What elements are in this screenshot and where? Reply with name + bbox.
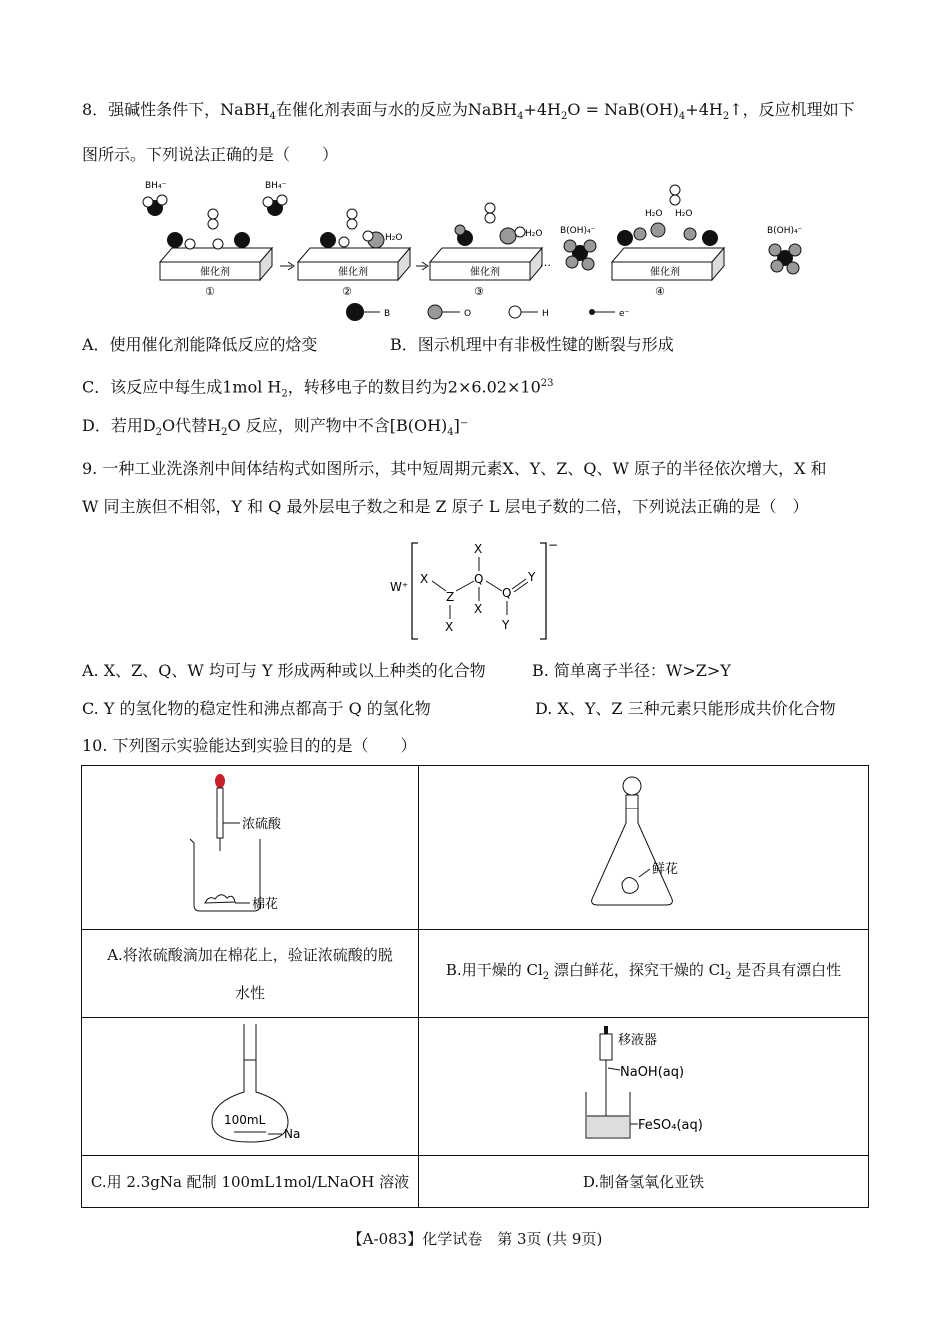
d-label-naoh: NaOH(aq)	[619, 1064, 684, 1080]
h2o-label-2: H₂O	[385, 233, 403, 243]
catalyst-label-3: 催化剂	[470, 267, 500, 278]
b-label-flower: 鲜花	[651, 861, 678, 877]
bh4-label-1: BH₄⁻	[145, 181, 167, 191]
step-2-label: ②	[342, 285, 352, 298]
legend-b: B	[384, 309, 391, 319]
q9-stem-line1: 9. 一种工业洗涤剂中间体结构式如图所示，其中短周期元素X、Y、Z、Q、W 原子的半径依次增大，X 和	[82, 459, 827, 478]
h2o-label-4a: H₂O	[645, 209, 663, 219]
x-label-1: X	[420, 572, 429, 586]
q9-option-b: B. 简单离子半径：W>Z>Y	[532, 661, 731, 680]
cell-d-caption: D.制备氢氧化亚铁	[419, 1156, 869, 1208]
catalyst-label-1: 催化剂	[200, 267, 230, 278]
cell-b-figure	[419, 766, 869, 930]
cell-a-caption: A.将浓硫酸滴加在棉花上，验证浓硫酸的脱 水性	[82, 930, 419, 1018]
boh4-label-left: B(OH)₄⁻	[560, 226, 596, 236]
q8-option-b: B．图示机理中有非极性键的断裂与形成	[390, 335, 674, 354]
q8-stem: 8．强碱性条件下，NaBH$_4$在催化剂表面与水的反应为$NaBH_4+4H_2O$ = $NaB(OH)_4+4H_2↑$，反应机理如下	[82, 100, 855, 123]
cell-c-figure	[82, 1018, 419, 1156]
a-label-cotton: 棉花	[252, 896, 279, 912]
q9-option-d: D. X、Y、Z 三种元素只能形成共价化合物	[535, 699, 836, 718]
step-1-label: ①	[205, 285, 215, 298]
q9-structure	[390, 535, 570, 645]
charge-label: −	[548, 538, 559, 552]
c-label-na: Na	[284, 1126, 301, 1141]
q-label-2: Q	[502, 586, 512, 600]
page-footer: 【A-083】化学试卷 第 3页 (共 9页)	[347, 1230, 603, 1248]
catalyst-label-4: 催化剂	[650, 267, 680, 278]
z-label: Z	[446, 590, 455, 604]
q9-option-c: C. Y 的氢化物的稳定性和沸点都高于 Q 的氢化物	[82, 699, 431, 718]
q-label-1: Q	[474, 572, 484, 586]
cell-a-figure	[82, 766, 419, 930]
c-label-volume: 100mL	[224, 1112, 266, 1127]
d-label-pipette: 移液器	[617, 1032, 657, 1048]
step-3-label: ③	[474, 285, 484, 298]
legend-h: H	[542, 309, 549, 319]
q10-stem: 10. 下列图示实验能达到实验目的的是（ ）	[82, 736, 417, 755]
w-label: W⁺	[390, 580, 409, 594]
q9-stem-line2: W 同主族但不相邻，Y 和 Q 最外层电子数之和是 Z 原子 L 层电子数的二倍，下列说法正确的是（ ）	[82, 497, 809, 516]
legend-e: e⁻	[619, 309, 630, 319]
x-label-3: X	[474, 542, 483, 556]
x-label-4: X	[474, 602, 483, 616]
bh4-label-2: BH₄⁻	[265, 181, 287, 191]
y-label-2: Y	[502, 618, 510, 632]
x-label-2: X	[445, 620, 454, 634]
cell-d-figure	[419, 1018, 869, 1156]
a-label-acid: 浓硫酸	[242, 816, 282, 832]
h2o-label-3: H₂O	[525, 229, 543, 239]
catalyst-label-2: 催化剂	[338, 267, 368, 278]
cell-b-caption: B.用干燥的 $Cl_2$ 漂白鲜花，探究干燥的 $Cl_2$ 是否具有漂白性	[419, 930, 869, 1018]
q8-option-c: C．该反应中每生成1mol $H_2$，转移电子的数目约为$2\times 6.02\times 10^{23}$	[82, 377, 554, 400]
legend-o: O	[464, 309, 472, 319]
cell-c-caption: C.用 2.3gNa 配制 100mL1mol/LNaOH 溶液	[82, 1156, 419, 1208]
ellipsis: …	[540, 256, 551, 269]
step-4-label: ④	[655, 285, 665, 298]
d-label-feso4: FeSO₄(aq)	[637, 1117, 703, 1133]
boh4-label-right: B(OH)₄⁻	[767, 226, 803, 236]
q8-option-d: D．若用$D_2O$代替$H_2O$ 反应，则产物中不含$[B(OH)_4]^-$	[82, 416, 469, 439]
q8-stem-line2: 图所示。下列说法正确的是（ ）	[82, 145, 339, 164]
y-label-1: Y	[528, 570, 536, 584]
q10-experiment-table	[81, 765, 869, 1208]
q9-option-a: A. X、Z、Q、W 均可与 Y 形成两种或以上种类的化合物	[82, 661, 486, 680]
q8-mechanism-figure	[130, 178, 830, 328]
h2o-label-4b: H₂O	[675, 209, 693, 219]
q8-option-a: A．使用催化剂能降低反应的焓变	[82, 335, 318, 354]
